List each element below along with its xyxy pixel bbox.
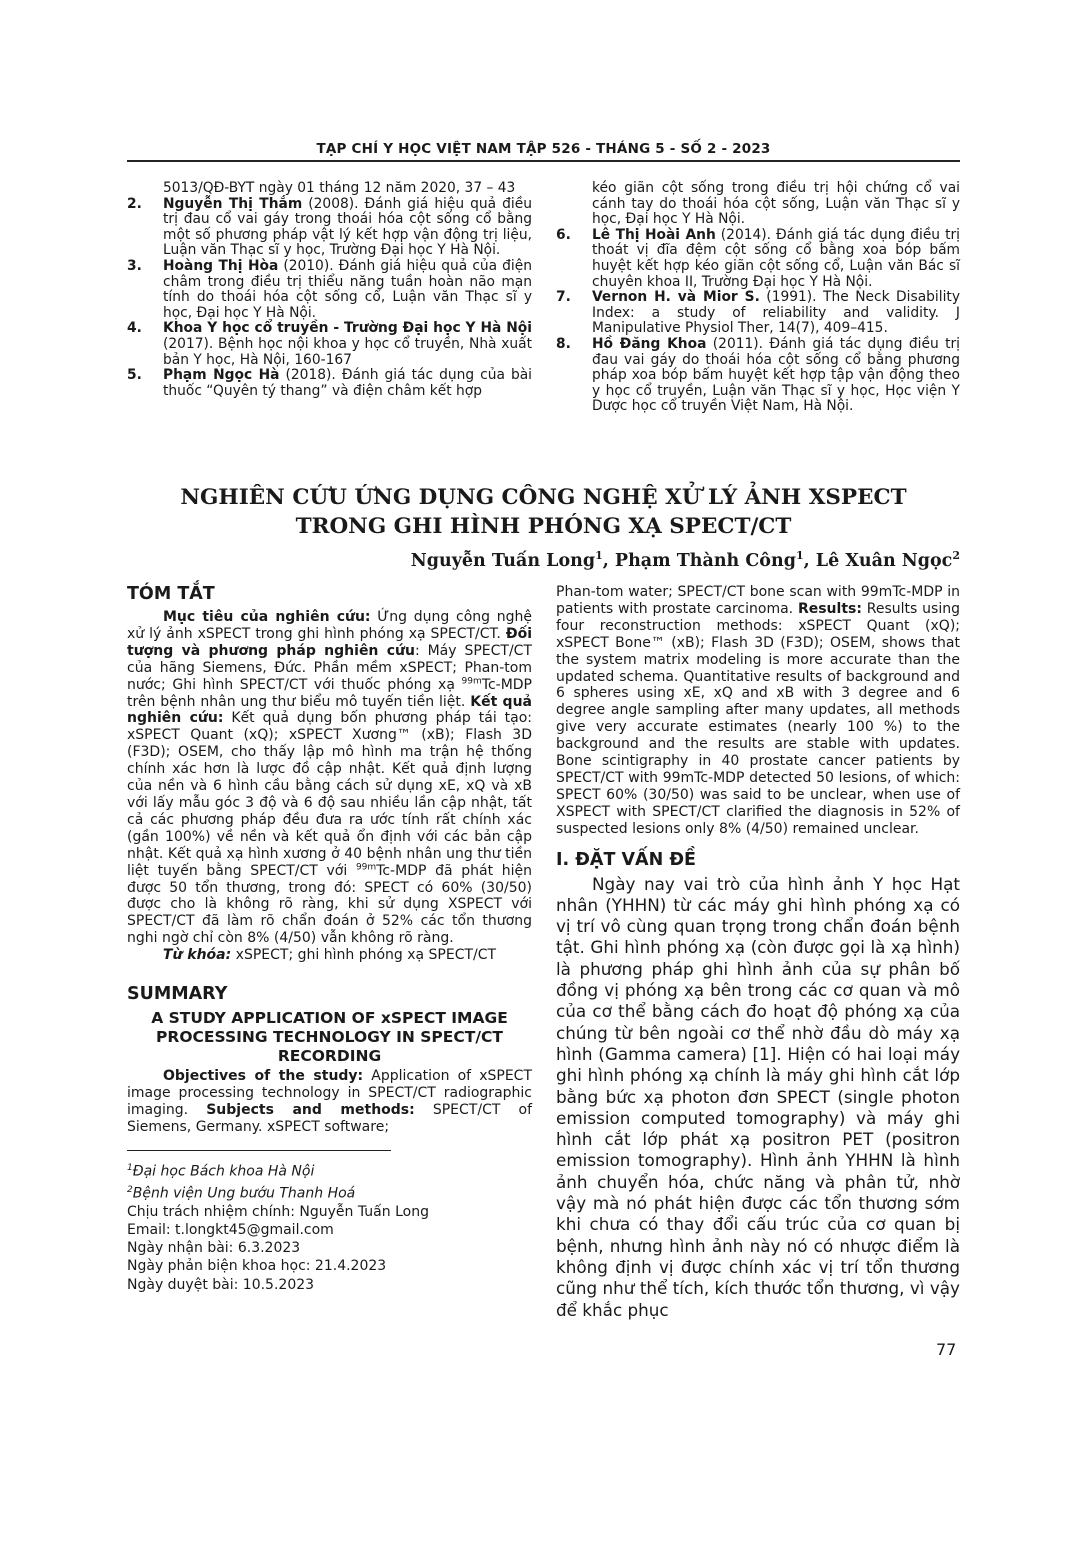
footnote-rule <box>127 1150 391 1151</box>
summary-heading: SUMMARY <box>127 984 228 1005</box>
reference-number: 2. <box>127 195 142 212</box>
summary-segment: Results using four reconstruction methods: xSPECT Quant (xQ); xSPECT Bone™ (xB); Flash 3D (F3D); OSEM, shows that the system matrix modeling is more accurate than the updated schema. Quantitative results of background and 6 spheres using xE, xQ and xB with 3 degree and 6 degree angle sampling after many updates, all methods give very accurate estimates (nearly 100 %) to the background and the results are stable with updates. Bone scintigraphy in 40 prostate cancer patients by SPECT/CT with 99mTc-MDP detected 50 lesions, of which: SPECT 60% (30/50) was said to be unclear, when use of XSPECT with SPECT/CT clarified the diagnosis in 52% of suspected lesions only 8% (4/50) remained unclear. <box>556 600 960 837</box>
affiliation-1 <box>127 1159 532 1181</box>
author-affiliation-mark: 1 <box>795 549 804 562</box>
reference-number: 8. <box>556 335 571 352</box>
affiliation-mark: 1 <box>127 1162 133 1173</box>
references-left <box>127 181 532 399</box>
header-rule <box>127 160 960 162</box>
reference-number: 3. <box>127 257 142 274</box>
author-separator: , <box>602 550 615 571</box>
summary-segment-split: SPECT/CT of Siemens, Germany. xSPECT software; <box>127 1101 532 1135</box>
page-number: 77 <box>936 1340 957 1359</box>
summary-segment-split: Phan-tom water; SPECT/CT bone scan with 99mTc-MDP in patients with prostate carcinoma. <box>556 584 960 617</box>
intro-paragraph: Ngày nay vai trò của hình ảnh Y học Hạt nhân (YHHN) từ các máy ghi hình phóng xạ có vị trí vô cùng quan trọng trong chẩn đoán bệnh tật. Ghi hình phóng xạ (còn được gọi là xạ hình) là phương pháp ghi hình ảnh của sự phân bố đồng vị phóng xạ bên trong các cơ quan và mô của cơ thể bằng cách đo hoạt độ phóng xạ của chúng từ bên ngoài cơ thể nhờ đầu dò máy xạ hình (Gamma camera) [1]. Hiện có hai loại máy ghi hình phóng xạ chính là máy ghi hình cắt lớp bằng bức xạ photon đơn SPECT (single photon emission computed tomography) và máy ghi hình cắt lớp phát xạ positron PET (positron emission tomography). Hình ảnh YHHN là hình ảnh chuyển hóa, chức năng và phân tử, nhờ vậy mà nó phát hiện được các tổn thương sớm khi chưa có thay đổi cấu trúc của cơ quan bị bệnh, nhưng hình ảnh này nó có nhược điểm là không định vị được chính xác vị trí tổn thương cũng như thể tích, kích thước tổn thương, vì vậy để khắc phục <box>556 873 960 1320</box>
article-authors <box>411 549 960 571</box>
left-column <box>127 584 532 1294</box>
reference-continuation: 5013/QĐ-BYT ngày 01 tháng 12 năm 2020, 37 – 43 <box>163 180 516 196</box>
abstract-segment: Ứng dụng công nghệ xử lý ảnh xSPECT trong ghi hình phóng xạ SPECT/CT. <box>127 609 533 642</box>
journal-header: TẠP CHÍ Y HỌC VIỆT NAM TẬP 526 - THÁNG 5 - SỐ 2 - 2023 <box>316 141 771 157</box>
abstract-segment: Tc-MDP trên bệnh nhân ung thư biểu mô tuyến tiền liệt. <box>127 676 532 710</box>
author-name: Nguyễn Tuấn Long <box>410 550 596 571</box>
reference-text: (2011). Đánh giá tác dụng điều trị đau vai gáy do thoái hóa cột sống cổ bằng phương pháp xoa bóp bấm huyệt kết hợp tập vận động theo y học cổ truyền, Luận văn Thạc sĩ y học, Học viện Y Dược học cổ truyền Việt Nam, Hà Nội. <box>592 335 960 415</box>
article-title <box>127 483 960 541</box>
author-affiliation-mark: 1 <box>595 549 603 562</box>
abstract-vi-heading: TÓM TẮT <box>127 584 215 604</box>
affiliation-text: Đại học Bách khoa Hà Nội <box>132 1163 315 1180</box>
summary-text-start <box>127 1068 532 1136</box>
reference-item <box>556 290 960 337</box>
reference-text: (2017). Bệnh học nội khoa y học cổ truyền, Nhà xuất bản Y học, Hà Nội, 160-167 <box>163 335 532 368</box>
reference-number: 4. <box>127 320 142 337</box>
responsible-author: Chịu trách nhiệm chính: Nguyễn Tuấn Long <box>127 1203 429 1220</box>
reference-item <box>127 197 532 259</box>
reference-author: Vernon H. và Mior S. <box>592 289 760 306</box>
date-received: Ngày nhận bài: 6.3.2023 <box>127 1240 301 1257</box>
reference-text: (1991). The Neck Disability Index: a study of reliability and validity. J Manipulative Physiol Ther, 14(7), 409–415. <box>592 289 960 337</box>
reference-author: Nguyễn Thị Thắm <box>163 195 303 212</box>
intro-heading: I. ĐẶT VẤN ĐỀ <box>556 849 696 870</box>
author-name: Phạm Thành Công <box>614 550 796 571</box>
date-reviewed: Ngày phản biện khoa học: 21.4.2023 <box>127 1258 387 1275</box>
summary-label: Results: <box>797 600 862 617</box>
references-right <box>556 181 960 415</box>
reference-author: Hồ Đăng Khoa <box>592 335 707 352</box>
reference-item <box>556 337 960 415</box>
reference-number: 7. <box>556 289 571 306</box>
footnotes <box>127 1159 532 1294</box>
date-approved: Ngày duyệt bài: 10.5.2023 <box>127 1276 315 1293</box>
summary-label: Objectives of the study: <box>163 1068 364 1085</box>
reference-author: Hoàng Thị Hòa <box>163 257 279 274</box>
keywords <box>127 947 532 964</box>
reference-text: (2018). Đánh giá tác dụng của bài thuốc “Quyên tý thang” và điện châm kết hợp <box>163 367 532 399</box>
author-name: Lê Xuân Ngọc <box>815 550 953 571</box>
keywords-label: Từ khóa: <box>162 947 232 964</box>
reference-item <box>127 368 532 399</box>
right-column <box>556 584 960 1321</box>
article-title-line2: TRONG GHI HÌNH PHÓNG XẠ SPECT/CT <box>295 514 792 539</box>
keywords-text: xSPECT; ghi hình phóng xạ SPECT/CT <box>231 947 497 964</box>
summary-segment: Application of xSPECT image processing technology in SPECT/CT radiographic imaging. <box>127 1068 533 1118</box>
reference-author: Lê Thị Hoài Anh <box>592 226 716 243</box>
reference-text: (2010). Đánh giá hiệu quả của điện châm trong điều trị thiểu năng tuần hoàn não mạn tính do thoái hóa cột sống cổ, Luận văn Thạc sĩ y học, Đại học Y Hà Nội. <box>163 257 532 321</box>
abstract-label: Kết quả nghiên cứu: <box>127 693 532 727</box>
reference-author: Khoa Y học cổ truyền - Trường Đại học Y Hà Nội <box>163 320 532 337</box>
abstract-vi-text <box>127 609 532 947</box>
reference-item <box>127 321 532 368</box>
summary-label: Subjects and methods: <box>206 1101 415 1118</box>
author-affiliation-mark: 2 <box>952 549 960 562</box>
reference-item <box>127 259 532 321</box>
abstract-label: Mục tiêu của nghiên cứu: <box>163 609 371 625</box>
abstract-label: Đối tượng và phương pháp nghiên cứu <box>127 625 532 659</box>
reference-author: Phạm Ngọc Hà <box>163 367 280 384</box>
email: Email: t.longkt45@gmail.com <box>127 1221 334 1238</box>
reference-continuation: kéo giãn cột sống trong điều trị hội chứng cổ vai cánh tay do thoái hóa cột sống, Luận văn Thạc sĩ y học, Đại học Y Hà Nội. <box>592 180 960 228</box>
isotope-mark: 99m <box>461 675 482 686</box>
article-title-line1: NGHIÊN CỨU ỨNG DỤNG CÔNG NGHỆ XỬ LÝ ẢNH XSPECT <box>180 485 907 510</box>
summary-text-continued <box>556 584 960 838</box>
reference-number: 6. <box>556 226 571 243</box>
reference-text: (2014). Đánh giá tác dụng điều trị thoát vị đĩa đệm cột sống cổ bằng xoa bóp bấm huyệt kết hợp kéo giãn cột sống cổ, Luận văn Bác sĩ chuyên khoa II, Trường Đại học Y Hà Nội. <box>592 226 960 290</box>
summary-title: A STUDY APPLICATION OF xSPECT IMAGE PROCESSING TECHNOLOGY IN SPECT/CT RECORDING <box>151 1009 508 1066</box>
reference-text: (2008). Đánh giá hiệu quả điều trị đau cổ vai gáy trong thoái hóa cột sống cổ bằng một số phương pháp vật lý kết hợp vận động trị liệu, Luận văn Thạc sĩ y học, Trường Đại học Y Hà Nội. <box>163 195 532 259</box>
abstract-segment: Tc-MDP đã phát hiện được 50 tổn thương, trong đó: SPECT có 60% (30/50) được cho là không rõ ràng, khi sử dụng XSPECT với SPECT/CT đã làm rõ chẩn đoán ở 52% các tổn thương nghi ngờ chỉ còn 8% (4/50) vẫn không rõ ràng. <box>127 862 533 947</box>
affiliation-mark: 2 <box>127 1184 133 1195</box>
isotope-mark: 99m <box>355 861 377 872</box>
abstract-segment: : Máy SPECT/CT của hãng Siemens, Đức. Phần mềm xSPECT; Phan-tom nước; Ghi hình SPECT/CT với thuốc phóng xạ <box>127 642 532 693</box>
abstract-segment: Kết quả dụng bốn phương pháp tái tạo: xSPECT Quant (xQ); xSPECT Xương™ (xB); Flash 3D (F3D); OSEM, cho thấy lập mô hình ma trận hệ thống chính xác hơn là lược đồ cập nhật. Kết quả định lượng của nền và 6 hình cầu bằng cách sử dụng xE, xQ và xB với lấy mẫu góc 3 độ và 6 độ sau nhiều lần cập nhật, tất cả các phương pháp đều đưa ra ước tính rất chính xác (gần 100%) về nền và kết quả ổn định với các bản cập nhật. Kết quả xạ hình xương ở 40 bệnh nhân ung thư tiền liệt tuyến bằng SPECT/CT với <box>127 710 533 879</box>
reference-item <box>556 228 960 290</box>
affiliation-text: Bệnh viện Ung bướu Thanh Hoá <box>132 1185 356 1202</box>
author-separator: , <box>803 550 816 571</box>
reference-number: 5. <box>127 367 142 384</box>
affiliation-2 <box>127 1181 532 1203</box>
